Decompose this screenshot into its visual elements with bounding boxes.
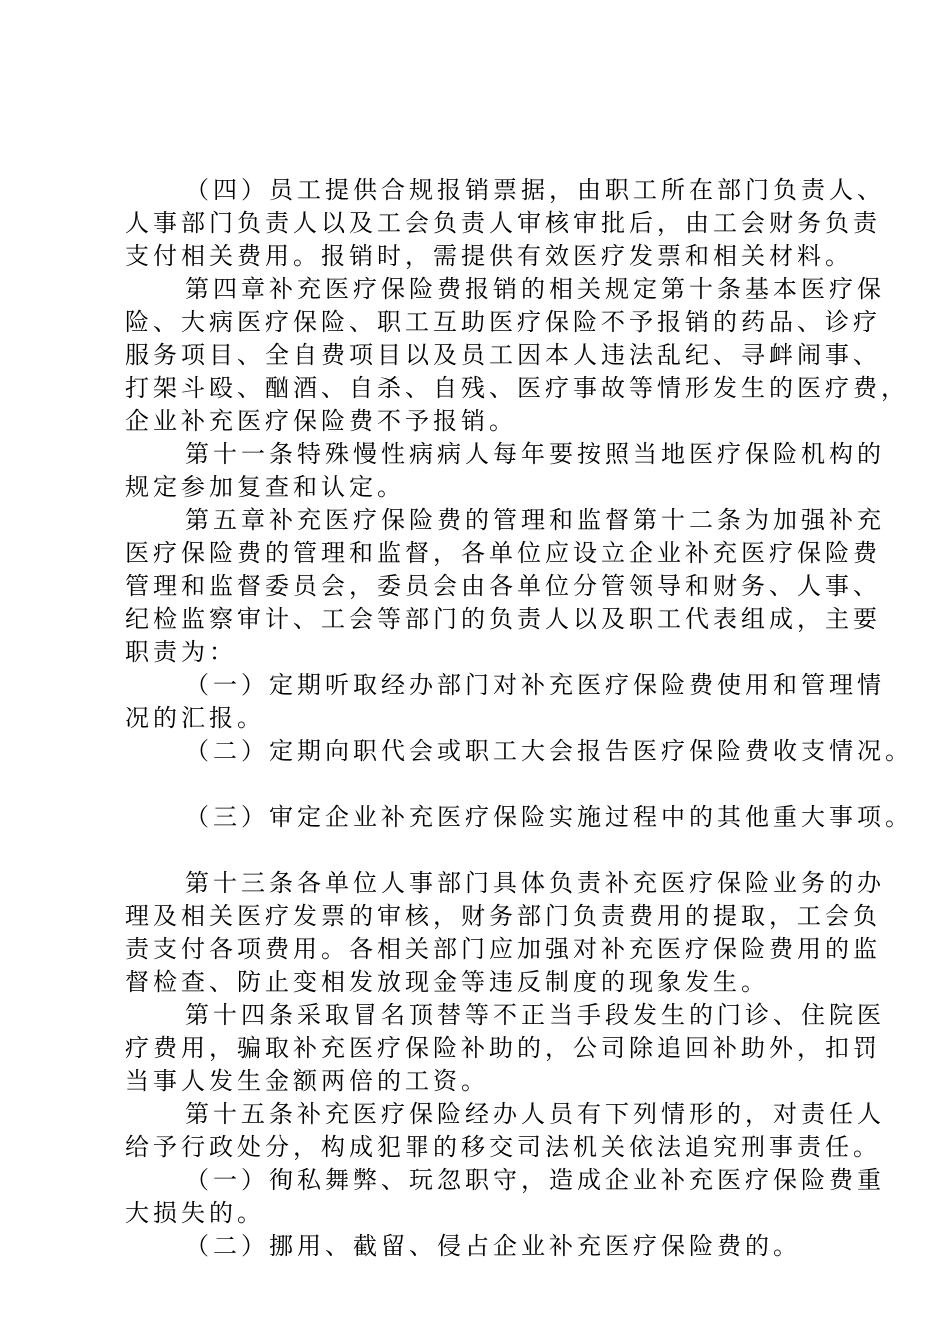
- text-line: （一）定期听取经办部门对补充医疗保险费使用和管理情: [185, 671, 885, 699]
- text-line: （二）定期向职代会或职工大会报告医疗保险费收支情况。: [185, 737, 913, 765]
- text-line: 第十三条各单位人事部门具体负责补充医疗保险业务的办: [185, 869, 885, 897]
- text-line: （一）徇私舞弊、玩忽职守，造成企业补充医疗保险费重: [185, 1166, 885, 1194]
- text-line: 当事人发生金额两倍的工资。: [125, 1067, 489, 1095]
- text-line: 企业补充医疗保险费不予报销。: [125, 407, 517, 435]
- text-line: 第五章补充医疗保险费的管理和监督第十二条为加强补充: [185, 506, 885, 534]
- text-line: 支付相关费用。报销时，需提供有效医疗发票和相关材料。: [125, 242, 853, 270]
- text-line: 况的汇报。: [125, 704, 265, 732]
- text-line: 职责为：: [125, 638, 237, 666]
- text-line: 规定参加复查和认定。: [125, 473, 405, 501]
- text-line: 第十四条采取冒名顶替等不正当手段发生的门诊、住院医: [185, 1001, 885, 1029]
- text-line: 第十一条特殊慢性病病人每年要按照当地医疗保险机构的: [185, 440, 885, 468]
- text-line: 险、大病医疗保险、职工互助医疗保险不予报销的药品、诊疗: [125, 308, 881, 336]
- text-line: 大损失的。: [125, 1199, 265, 1227]
- text-line: 给予行政处分，构成犯罪的移交司法机关依法追究刑事责任。: [125, 1133, 881, 1161]
- text-line: （三）审定企业补充医疗保险实施过程中的其他重大事项。: [185, 803, 913, 831]
- text-line: 纪检监察审计、工会等部门的负责人以及职工代表组成，主要: [125, 605, 881, 633]
- text-line: 督检查、防止变相发放现金等违反制度的现象发生。: [125, 968, 769, 996]
- text-line: 医疗保险费的管理和监督，各单位应设立企业补充医疗保险费: [125, 539, 881, 567]
- text-line: 第十五条补充医疗保险经办人员有下列情形的，对责任人: [185, 1100, 885, 1128]
- text-line: 责支付各项费用。各相关部门应加强对补充医疗保险费用的监: [125, 935, 881, 963]
- text-line: 打架斗殴、酗酒、自杀、自残、医疗事故等情形发生的医疗费，: [125, 374, 909, 402]
- document-body: [125, 174, 913, 1263]
- text-line: 管理和监督委员会，委员会由各单位分管领导和财务、人事、: [125, 572, 881, 600]
- text-line: （二）挪用、截留、侵占企业补充医疗保险费的。: [185, 1232, 801, 1260]
- blank-line: [125, 768, 845, 801]
- text-line: （四）员工提供合规报销票据，由职工所在部门负责人、: [185, 176, 885, 204]
- text-line: 服务项目、全自费项目以及员工因本人违法乱纪、寻衅闹事、: [125, 341, 881, 369]
- text-line: 理及相关医疗发票的审核，财务部门负责费用的提取，工会负: [125, 902, 881, 930]
- text-line: 人事部门负责人以及工会负责人审核审批后，由工会财务负责: [125, 209, 881, 237]
- blank-line: [125, 834, 845, 867]
- text-line: 疗费用，骗取补充医疗保险补助的，公司除追回补助外，扣罚: [125, 1034, 881, 1062]
- text-line: 第四章补充医疗保险费报销的相关规定第十条基本医疗保: [185, 275, 885, 303]
